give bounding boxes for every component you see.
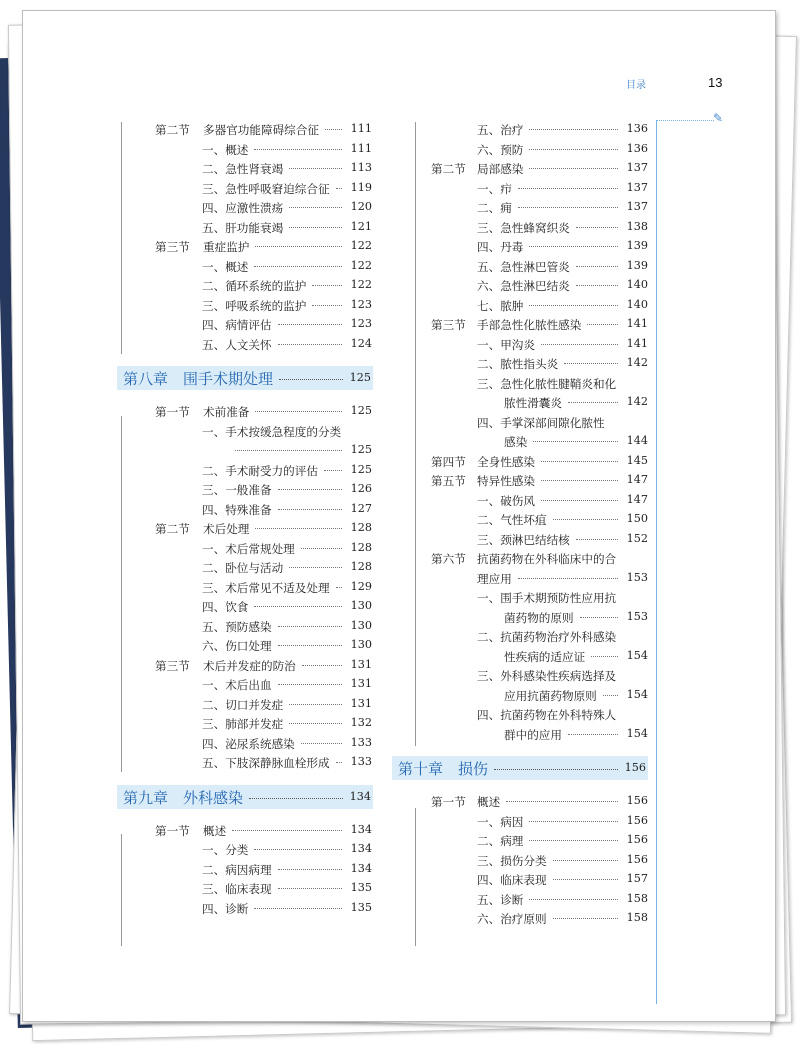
- dot-leader: [518, 207, 618, 208]
- entry-title: 脓性滑囊炎: [504, 396, 562, 410]
- entry-title: 五、急性淋巴管炎: [477, 259, 570, 274]
- dot-leader: [576, 539, 618, 540]
- margin-rule-top: [656, 120, 714, 121]
- entry-title: 应用抗菌药物原则: [504, 688, 597, 703]
- entry-title: 三、术后常见不适及处理: [202, 580, 330, 595]
- entry-title: 一、破伤风: [477, 493, 535, 508]
- entry-title: 三、损伤分类: [477, 853, 547, 868]
- page-ref: 122: [350, 278, 372, 291]
- entry-title: 四、应激性溃疡: [202, 201, 284, 215]
- dot-leader: [529, 129, 618, 130]
- page-ref: 122: [350, 239, 372, 252]
- dot-leader: [529, 149, 618, 150]
- page-ref: 119: [350, 180, 372, 194]
- page-ref: 130: [350, 599, 372, 612]
- toc-item-row[interactable]: [0, 395, 800, 415]
- page-ref: 133: [350, 755, 372, 768]
- toc-item-row[interactable]: [0, 415, 800, 435]
- page-ref: 135: [350, 881, 372, 894]
- dot-leader: [587, 324, 618, 325]
- toc-item-row[interactable]: [0, 629, 800, 649]
- page-ref: 154: [626, 726, 648, 740]
- entry-title: 概述: [203, 823, 227, 838]
- page-ref: 135: [350, 900, 372, 914]
- page-ref: 132: [350, 716, 372, 729]
- toc-section-row[interactable]: [0, 794, 800, 814]
- page-ref: 128: [350, 521, 372, 534]
- entry-title: 二、急性肾衰竭: [202, 162, 284, 176]
- page-ref: 141: [626, 336, 648, 350]
- entry-title: 七、脓肿: [477, 298, 524, 313]
- toc-item-row[interactable]: [0, 122, 800, 142]
- entry-title: 二、切口并发症: [202, 697, 284, 712]
- entry-title: 二、病理: [477, 834, 524, 848]
- entry-title: 一、术后出血: [202, 678, 272, 692]
- page-ref: 111: [350, 122, 372, 135]
- page-ref: 123: [350, 317, 372, 330]
- toc-item-row[interactable]: [0, 493, 800, 513]
- toc-item-row[interactable]: [0, 853, 800, 873]
- section-number: 第一节: [431, 795, 466, 809]
- dot-leader: [529, 305, 618, 306]
- dot-leader: [576, 285, 618, 286]
- toc-item-row[interactable]: [0, 298, 800, 318]
- page-ref: 131: [350, 657, 372, 671]
- page-ref: 139: [626, 258, 648, 272]
- entry-title: 特异性感染: [477, 474, 535, 488]
- entry-title: 三、急性化脓性腱鞘炎和化: [477, 376, 617, 391]
- dot-leader: [603, 695, 618, 696]
- page-ref: 128: [350, 560, 372, 573]
- page-ref: 134: [350, 822, 372, 836]
- section-number: 第一节: [155, 823, 190, 838]
- entry-title: 三、呼吸系统的监护: [202, 298, 307, 313]
- dot-leader: [568, 402, 618, 403]
- chapter-title: 第九章 外科感染: [123, 788, 244, 807]
- chapter-title: 第十章 损伤: [398, 760, 489, 778]
- entry-title: 二、手术耐受力的评估: [202, 463, 318, 478]
- entry-title: 二、循环系统的监护: [202, 279, 307, 293]
- toc-item-row[interactable]: [0, 911, 800, 931]
- entry-title: 一、疖: [477, 181, 512, 196]
- dot-leader: [506, 801, 618, 802]
- page-ref: 142: [626, 395, 648, 408]
- entry-title: 四、丹毒: [477, 240, 524, 254]
- entry-title: 六、伤口处理: [202, 639, 272, 653]
- page-ref: 129: [350, 579, 372, 593]
- entry-title: 一、分类: [202, 843, 249, 857]
- page-ref: 154: [626, 648, 648, 662]
- entry-title: 二、气性坏疽: [477, 513, 547, 527]
- toc-section-row[interactable]: [0, 473, 800, 493]
- entry-title: 理应用: [477, 571, 512, 586]
- page-ref: 136: [626, 122, 648, 135]
- entry-title: 术前准备: [203, 405, 250, 419]
- section-number: 第一节: [155, 405, 190, 419]
- page-ref: 156: [626, 852, 648, 866]
- page-ref: 124: [350, 336, 372, 350]
- section-number: 第二节: [431, 162, 466, 176]
- page-ref: 140: [626, 278, 648, 291]
- dot-leader: [576, 227, 618, 228]
- page-ref: 130: [350, 618, 372, 632]
- toc-section-row[interactable]: [0, 571, 800, 591]
- dot-leader: [553, 879, 618, 880]
- entry-title: 多器官功能障碍综合征: [203, 123, 319, 137]
- entry-title: 群中的应用: [504, 727, 562, 742]
- toc-item-row[interactable]: [0, 239, 800, 259]
- page-ref: 127: [350, 501, 372, 515]
- entry-title: 三、临床表现: [202, 882, 272, 896]
- entry-title: 一、概述: [202, 259, 249, 274]
- page-ref: 137: [626, 161, 648, 174]
- page-ref: 123: [350, 297, 372, 311]
- section-number: 第三节: [155, 658, 190, 673]
- page-ref: 156: [626, 794, 648, 807]
- toc-item-row[interactable]: [0, 356, 800, 376]
- entry-title: 感染: [504, 435, 528, 449]
- section-number: 第二节: [155, 123, 190, 137]
- page-ref: 153: [626, 570, 648, 584]
- entry-title: 四、病情评估: [202, 318, 272, 332]
- section-number: 第二节: [155, 522, 190, 536]
- toc-section-row[interactable]: [0, 454, 800, 474]
- page-ref: 157: [626, 872, 648, 885]
- entry-title: 菌药物的原则: [504, 610, 574, 625]
- dot-leader: [529, 899, 618, 900]
- entry-title: 五、人文关怀: [202, 337, 272, 352]
- toc-item-row[interactable]: [0, 259, 800, 279]
- page-ref: 140: [626, 297, 648, 311]
- dot-leader: [518, 188, 618, 189]
- dot-leader: [568, 734, 618, 735]
- section-number: 第六节: [431, 552, 466, 566]
- page-ref: 147: [626, 492, 648, 506]
- entry-title: 四、特殊准备: [202, 502, 272, 517]
- dot-leader: [529, 840, 618, 841]
- dot-leader: [576, 266, 618, 267]
- page-ref: 137: [626, 180, 648, 194]
- toc-item-row[interactable]: [0, 590, 800, 610]
- page-ref: 156: [626, 813, 648, 827]
- page-ref: 111: [350, 141, 372, 155]
- entry-title: 四、诊断: [202, 901, 249, 916]
- toc-item-row[interactable]: [0, 814, 800, 834]
- dot-leader: [541, 461, 618, 462]
- page-ref: 120: [350, 200, 372, 213]
- toc-item-row[interactable]: [0, 610, 800, 630]
- page-ref: 153: [626, 609, 648, 623]
- entry-title: 手部急性化脓性感染: [477, 318, 582, 332]
- page-ref: 154: [626, 687, 648, 701]
- entry-title: 一、甲沟炎: [477, 337, 535, 352]
- page-ref: 156: [626, 833, 648, 846]
- entry-title: 一、病因: [477, 814, 524, 829]
- entry-title: 四、饮食: [202, 600, 249, 614]
- entry-title: 二、病因病理: [202, 862, 272, 877]
- dot-leader: [533, 441, 618, 442]
- section-number: 第五节: [431, 474, 466, 488]
- entry-title: 术后处理: [203, 522, 250, 536]
- page-ref: 142: [626, 356, 648, 369]
- entry-title: 二、脓性指头炎: [477, 357, 559, 371]
- toc-item-row[interactable]: [0, 727, 800, 747]
- entry-title: 六、急性淋巴结炎: [477, 279, 570, 293]
- section-number: 第四节: [431, 454, 466, 469]
- entry-title: 五、下肢深静脉血栓形成: [202, 756, 330, 770]
- toc-item-row[interactable]: [0, 376, 800, 396]
- page-ref: 158: [626, 911, 648, 924]
- page-ref: 131: [350, 696, 372, 710]
- page-ref: 145: [626, 453, 648, 467]
- dot-leader: [529, 168, 618, 169]
- entry-title: 抗菌药物在外科临床中的合: [477, 552, 617, 566]
- entry-title: 四、抗菌药物在外科特殊人: [477, 708, 617, 722]
- page-ref: 134: [349, 789, 371, 803]
- page-ref: 126: [350, 482, 372, 495]
- toc-item-row[interactable]: [0, 220, 800, 240]
- page-ref: 125: [350, 462, 372, 476]
- toc-item-row[interactable]: [0, 688, 800, 708]
- page-ref: 152: [626, 531, 648, 545]
- page-number: 13: [708, 75, 723, 90]
- entry-title: 五、治疗: [477, 123, 524, 137]
- dot-leader: [336, 762, 342, 763]
- page-ref: 128: [350, 540, 372, 554]
- entry-title: 三、急性呼吸窘迫综合征: [202, 181, 330, 196]
- page-ref: 131: [350, 677, 372, 690]
- toc-item-row[interactable]: [0, 434, 800, 454]
- entry-title: 四、手掌深部间隙化脓性: [477, 415, 605, 430]
- entry-title: 五、诊断: [477, 892, 524, 907]
- page-ref: 125: [349, 371, 371, 384]
- entry-title: 概述: [477, 795, 501, 809]
- entry-title: 一、手术按缓急程度的分类: [202, 424, 342, 439]
- entry-title: 一、概述: [202, 142, 249, 157]
- page-ref: 130: [350, 638, 372, 651]
- dot-leader: [580, 617, 618, 618]
- toc-section-row[interactable]: [0, 161, 800, 181]
- dot-leader: [541, 344, 618, 345]
- toc-item-row[interactable]: [0, 512, 800, 532]
- toc-item-row[interactable]: [0, 707, 800, 727]
- page-ref: 125: [350, 443, 372, 456]
- chapter-heading[interactable]: [392, 756, 648, 780]
- toc-item-row[interactable]: [0, 337, 800, 357]
- page-ref: 122: [350, 258, 372, 272]
- entry-title: 三、肺部并发症: [202, 717, 284, 731]
- toc-section-row[interactable]: [0, 551, 800, 571]
- page-ref: 156: [624, 761, 646, 774]
- toc-item-row[interactable]: [0, 142, 800, 162]
- entry-title: 一、围手术期预防性应用抗: [477, 591, 617, 605]
- page-ref: 147: [626, 473, 648, 486]
- entry-title: 术后并发症的防治: [203, 658, 296, 673]
- page-ref: 150: [626, 512, 648, 525]
- entry-title: 三、急性蜂窝织炎: [477, 220, 570, 235]
- section-number: 第三节: [155, 240, 190, 254]
- entry-title: 六、治疗原则: [477, 912, 547, 926]
- toc-item-row[interactable]: [0, 668, 800, 688]
- chapter-title: 第八章 围手术期处理: [123, 370, 274, 388]
- entry-title: 四、临床表现: [477, 873, 547, 887]
- dot-leader: [553, 519, 618, 520]
- dot-leader: [494, 769, 618, 770]
- toc-item-row[interactable]: [0, 532, 800, 552]
- entry-title: 重症监护: [203, 240, 250, 254]
- page-ref: 134: [350, 842, 372, 855]
- toc-item-row[interactable]: [0, 278, 800, 298]
- entry-title: 二、抗菌药物治疗外科感染: [477, 630, 617, 644]
- entry-title: 局部感染: [477, 162, 524, 176]
- dot-leader: [591, 656, 618, 657]
- entry-title: 二、痈: [477, 201, 512, 215]
- toc-item-row[interactable]: [0, 892, 800, 912]
- dot-leader: [564, 363, 618, 364]
- running-header-title: 目录: [626, 80, 646, 91]
- dot-leader: [529, 246, 618, 247]
- page-ref: 113: [350, 161, 372, 174]
- entry-title: 三、一般准备: [202, 483, 272, 497]
- entry-title: 六、预防: [477, 142, 524, 157]
- entry-title: 五、预防感染: [202, 619, 272, 634]
- entry-title: 性疾病的适应证: [504, 649, 586, 664]
- dot-leader: [553, 918, 618, 919]
- page-ref: 138: [626, 219, 648, 233]
- entry-title: 一、术后常规处理: [202, 541, 295, 556]
- toc-item-row[interactable]: [0, 200, 800, 220]
- dot-leader: [541, 480, 618, 481]
- toc-item-row[interactable]: [0, 181, 800, 201]
- toc-section-row[interactable]: [0, 317, 800, 337]
- page-ref: 144: [626, 434, 648, 447]
- page-ref: 121: [350, 219, 372, 233]
- page-ref: 134: [350, 861, 372, 875]
- entry-title: 四、泌尿系统感染: [202, 736, 295, 751]
- dot-leader: [529, 821, 618, 822]
- page-ref: 158: [626, 891, 648, 905]
- toc-item-row[interactable]: [0, 649, 800, 669]
- page-ref: 125: [350, 404, 372, 417]
- page-ref: 133: [350, 735, 372, 749]
- page-ref: 137: [626, 200, 648, 213]
- dot-leader: [541, 500, 618, 501]
- toc-item-row[interactable]: [0, 872, 800, 892]
- page-ref: 141: [626, 317, 648, 330]
- entry-title: 二、卧位与活动: [202, 561, 284, 575]
- dot-leader: [553, 860, 618, 861]
- entry-title: 五、肝功能衰竭: [202, 220, 284, 235]
- pencil-icon: ✎: [713, 111, 724, 125]
- page-ref: 136: [626, 141, 648, 155]
- toc-item-row[interactable]: [0, 833, 800, 853]
- entry-title: 全身性感染: [477, 454, 535, 469]
- entry-title: 三、外科感染性疾病选择及: [477, 669, 617, 683]
- dot-leader: [518, 578, 618, 579]
- section-number: 第三节: [431, 318, 466, 332]
- page-ref: 139: [626, 239, 648, 252]
- entry-title: 三、颈淋巴结结核: [477, 532, 570, 547]
